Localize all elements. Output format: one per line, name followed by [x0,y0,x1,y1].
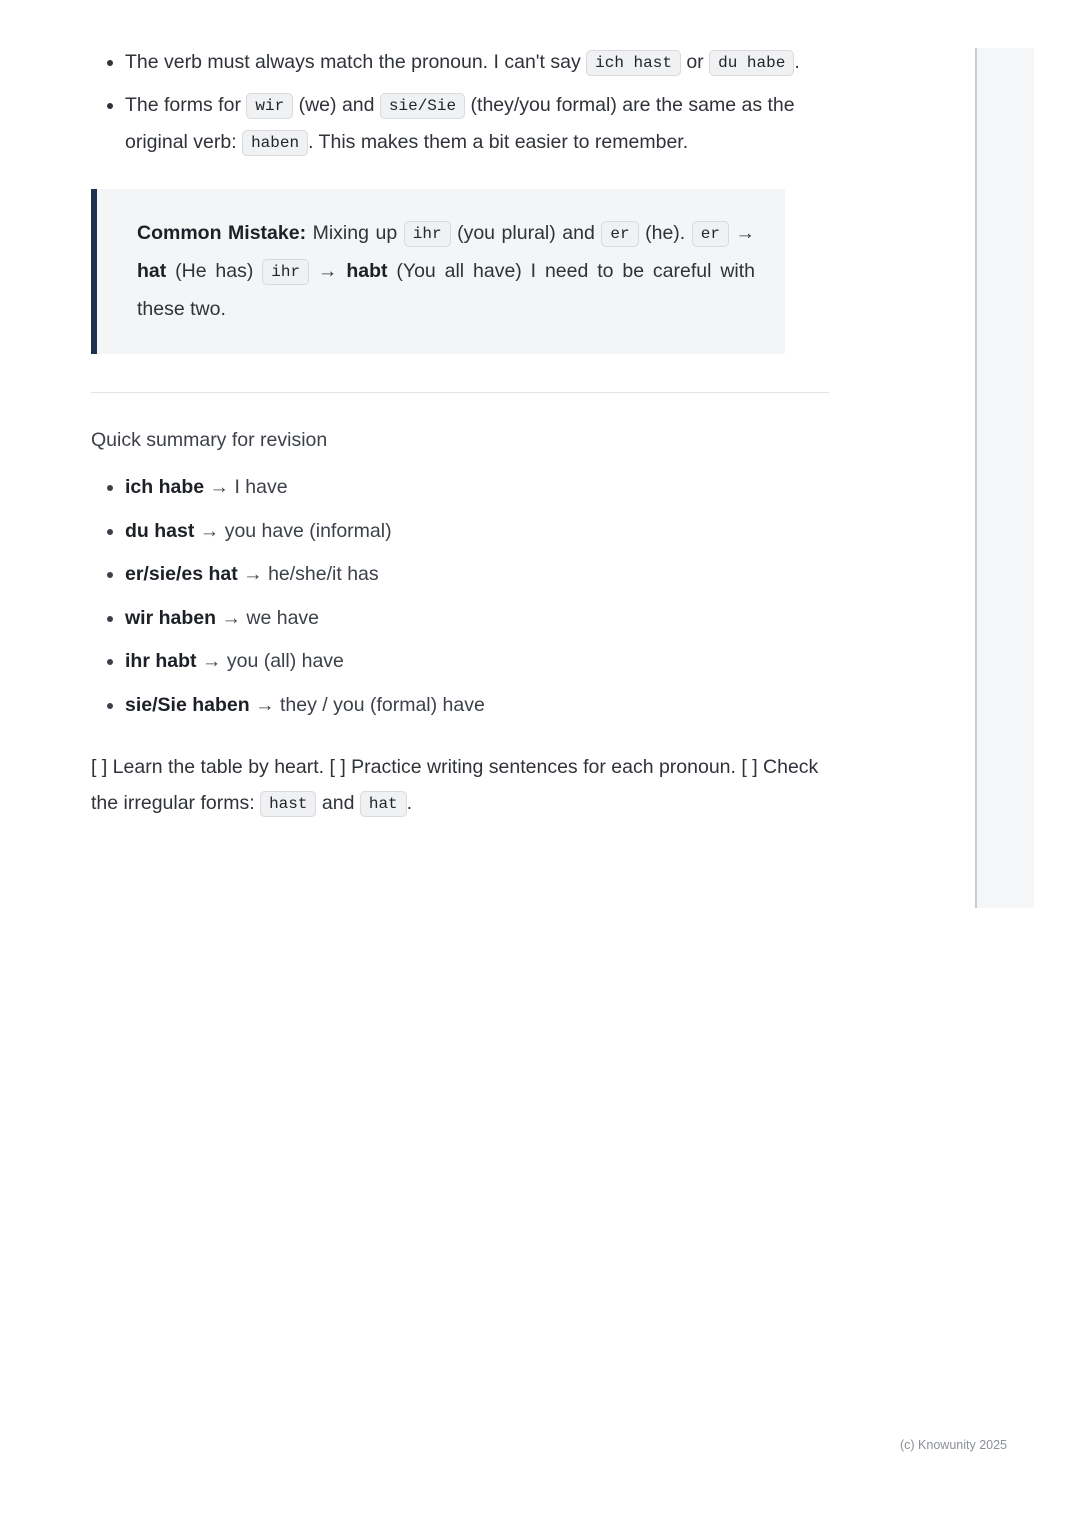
inline-code: ich hast [586,50,681,76]
callout-label: Common Mistake: [137,222,307,244]
callout-text [137,215,755,328]
summary-meaning: he/she/it has [268,563,379,585]
inline-code: ihr [404,221,451,247]
summary-meaning: I have [234,476,288,498]
summary-heading: Quick summary for revision [91,429,328,451]
list-item: • The verb must always match the pronoun. I can't say ich hast or du habe . [125,44,831,81]
copyright-footer: (c) Knowunity 2025 [900,1438,1008,1452]
list-item: • The forms for wir (we) and sie/Sie (they/you formal) are the same as the original verb: haben . This makes them a bit easier to remember. [125,87,831,161]
callout-body: Mixing up ihr (you plural) and er (he). er → hat (He has) ihr → habt (You all have) I need to be careful with these two. [137,222,756,320]
right-scroll-rail[interactable] [975,48,1034,908]
arrow-icon: → [199,519,220,542]
summary-meaning: you have (informal) [224,519,392,542]
divider [91,392,829,393]
list-item [125,510,831,554]
arrow-icon: → [221,606,241,629]
list-item [125,684,831,728]
arrow-icon: → [255,693,275,716]
inline-code: haben [242,130,308,156]
inline-code: sie/Sie [380,93,465,119]
list-item [125,553,831,597]
inline-code: hast [260,791,316,817]
emphasis-text: habt [346,260,388,282]
summary-meaning: they / you (formal) have [279,693,485,716]
inline-code: er [601,221,638,247]
arrow-icon: → [209,476,230,498]
summary-term: wir haben [125,606,217,629]
inline-code: ihr [262,259,309,285]
inline-code: wir [246,93,293,119]
summary-term: ihr habt [125,650,197,672]
rules-list [91,44,831,161]
summary-term: sie/Sie haben [125,693,250,716]
emphasis-text: hat [137,260,167,282]
arrow-icon: → [201,650,222,672]
summary-meaning: we have [246,606,320,629]
arrow-icon: → [243,563,263,585]
summary-list [91,466,831,727]
list-item [125,466,831,510]
summary-meaning: you (all) have [226,650,344,672]
summary-term: du hast [125,519,195,542]
summary-term: ich habe [125,476,205,498]
list-item [125,640,831,684]
task-checklist: [ ] Learn the table by heart. [ ] Practice writing sentences for each pronoun. [ ] Check the irregular forms: hast and hat . [91,749,831,822]
summary-term: er/sie/es hat [125,563,238,585]
document-content [91,44,831,822]
inline-code: du habe [709,50,794,76]
inline-code: er [692,221,729,247]
inline-code: hat [360,791,407,817]
list-item [125,597,831,641]
common-mistake-callout [91,189,785,354]
